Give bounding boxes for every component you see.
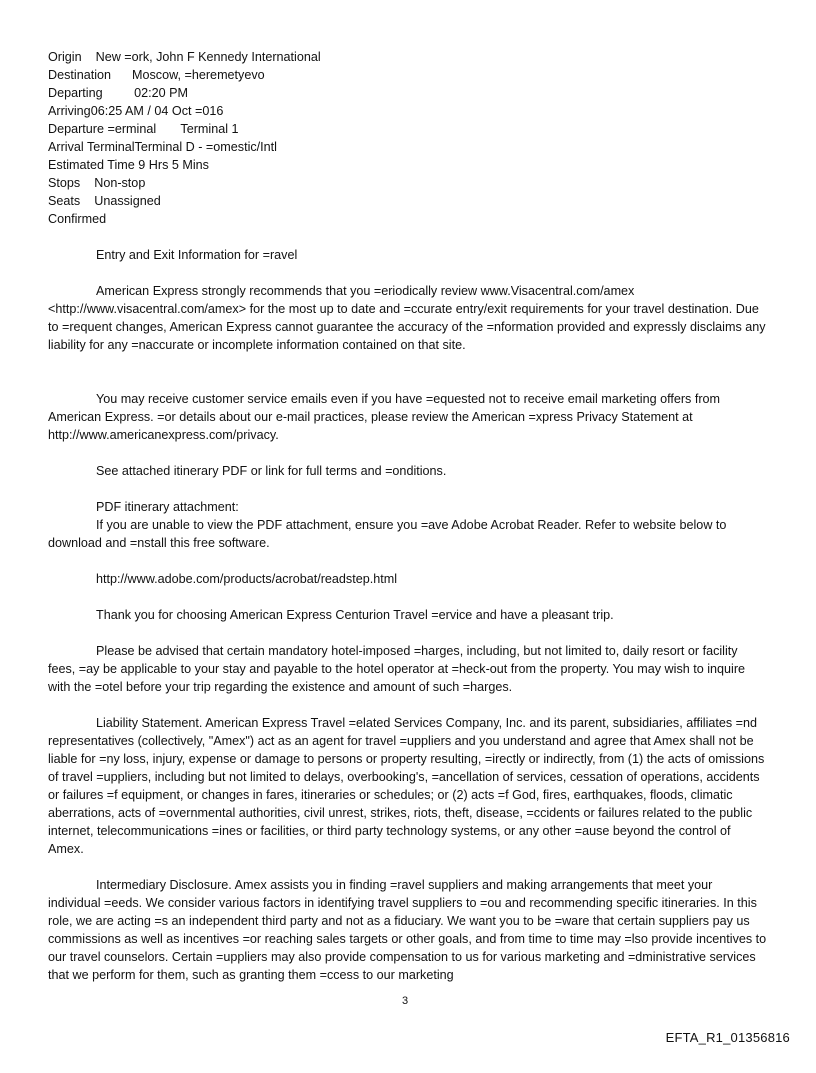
intermediary-disclosure-paragraph: Intermediary Disclosure. Amex assists you in finding =ravel suppliers and making arrangements that meet your individual =eeds. We consider various factors in identifying travel suppliers to =ou and recommending specific itineraries. In this role, we are acting =s an independent third party and not as a fiduciary. We want you to be =ware that certain suppliers pay us commissions as well as incentives =or reaching sales targets or other goals, and from time to time may =lso provide incentives to our travel counselors. Certain =uppliers may also provide compensation to us for various marketing and =dministrative services that we perform for them, such as granting them =ccess to our marketing bbox=[48, 878, 767, 982]
destination-value: Moscow, =heremetyevo bbox=[132, 68, 265, 82]
arrival-terminal-label: Arrival Terminal bbox=[48, 140, 135, 154]
arriving-label: Arriving bbox=[48, 104, 91, 118]
customer-emails-paragraph: You may receive customer service emails even if you have =equested not to receive email marketing offers from American Express. =or details about our e-mail practices, please review the American =xpress Privacy Statement at http://www.americanexpress.com/privacy. bbox=[48, 392, 721, 442]
origin-row bbox=[48, 48, 321, 66]
departure-terminal-label: Departure =erminal bbox=[48, 122, 157, 136]
visa-central-paragraph: American Express strongly recommends that you =eriodically review www.Visacentral.com/amex <http://www.visacentral.com/amex> for the most up to date and =ccurate entry/exit requirements for your travel destination. Due to =requent changes, American Express cannot guarantee the accuracy of the =nformation provided and expressly disclaims any liability for any =naccurate or incomplete information contained on that site. bbox=[48, 284, 766, 352]
departing-value: 02:20 PM bbox=[134, 86, 189, 100]
departing-label: Departing bbox=[48, 86, 103, 100]
arrival-terminal-value: Terminal D - =omestic/Intl bbox=[134, 140, 277, 154]
departure-terminal-value: Terminal 1 bbox=[180, 122, 239, 136]
arriving-row bbox=[48, 102, 223, 120]
seats-row bbox=[48, 192, 161, 210]
departing-row bbox=[48, 84, 188, 102]
destination-label: Destination bbox=[48, 68, 112, 82]
page-number: 3 bbox=[402, 995, 409, 1007]
estimated-time-label: Estimated Time bbox=[48, 158, 135, 172]
entry-exit-heading: Entry and Exit Information for =ravel bbox=[96, 248, 298, 262]
departure-terminal-row bbox=[48, 120, 239, 138]
estimated-time-value: 9 Hrs 5 Mins bbox=[138, 158, 209, 172]
thank-you-line: Thank you for choosing American Express Centurion Travel =ervice and have a pleasant trip. bbox=[96, 608, 614, 622]
stops-value: Non-stop bbox=[94, 176, 146, 190]
arrival-terminal-row bbox=[48, 138, 277, 156]
seats-value: Unassigned bbox=[94, 194, 161, 208]
attached-itinerary-note: See attached itinerary PDF or link for full terms and =onditions. bbox=[96, 464, 447, 478]
origin-value: New =ork, John F Kennedy International bbox=[95, 50, 321, 64]
stops-row bbox=[48, 174, 145, 192]
stops-label: Stops bbox=[48, 176, 81, 190]
adobe-download-link: http://www.adobe.com/products/acrobat/readstep.html bbox=[96, 572, 398, 586]
estimated-time-row bbox=[48, 156, 209, 174]
pdf-attachment-heading: PDF itinerary attachment: bbox=[96, 500, 239, 514]
arriving-value: 06:25 AM / 04 Oct =016 bbox=[90, 104, 224, 118]
hotel-charges-paragraph: Please be advised that certain mandatory hotel-imposed =harges, including, but not limited to, daily resort or facility fees, =ay be applicable to your stay and payable to the hotel operator at =heck-out from the property. You may wish to inquire with the =otel before your trip regarding the existence and amount of such =harges. bbox=[48, 644, 746, 694]
pdf-reader-paragraph: If you are unable to view the PDF attachment, ensure you =ave Adobe Acrobat Reader. Refer to website below to download and =nstall this free software. bbox=[48, 518, 727, 550]
destination-row bbox=[48, 66, 265, 84]
booking-status: Confirmed bbox=[48, 212, 107, 226]
seats-label: Seats bbox=[48, 194, 81, 208]
liability-statement-paragraph: Liability Statement. American Express Travel =elated Services Company, Inc. and its parent, subsidiaries, affiliates =nd representatives (collectively, "Amex") act as an agent for travel =uppliers and you understand and agree that Amex shall not be liable for =ny loss, injury, expense or damage to persons or property resulting, =irectly or indirectly, from (1) the acts of omissions of travel =uppliers, including but not limited to delays, overbooking's, =ancellation of services, cessation of operations, accidents or failures =f equipment, or changes in fares, itineraries or schedules; or (2) acts =f God, fires, earthquakes, floods, climatic aberrations, acts of =overnmental authorities, civil unrest, strikes, riots, theft, disease, =ccidents or failures related to the public internet, telecommunications =ines or facilities, or third party technology systems, or any other =ause beyond the control of Amex. bbox=[48, 716, 765, 856]
origin-label: Origin bbox=[48, 50, 82, 64]
document-id-footer: EFTA_R1_01356816 bbox=[665, 1030, 790, 1045]
